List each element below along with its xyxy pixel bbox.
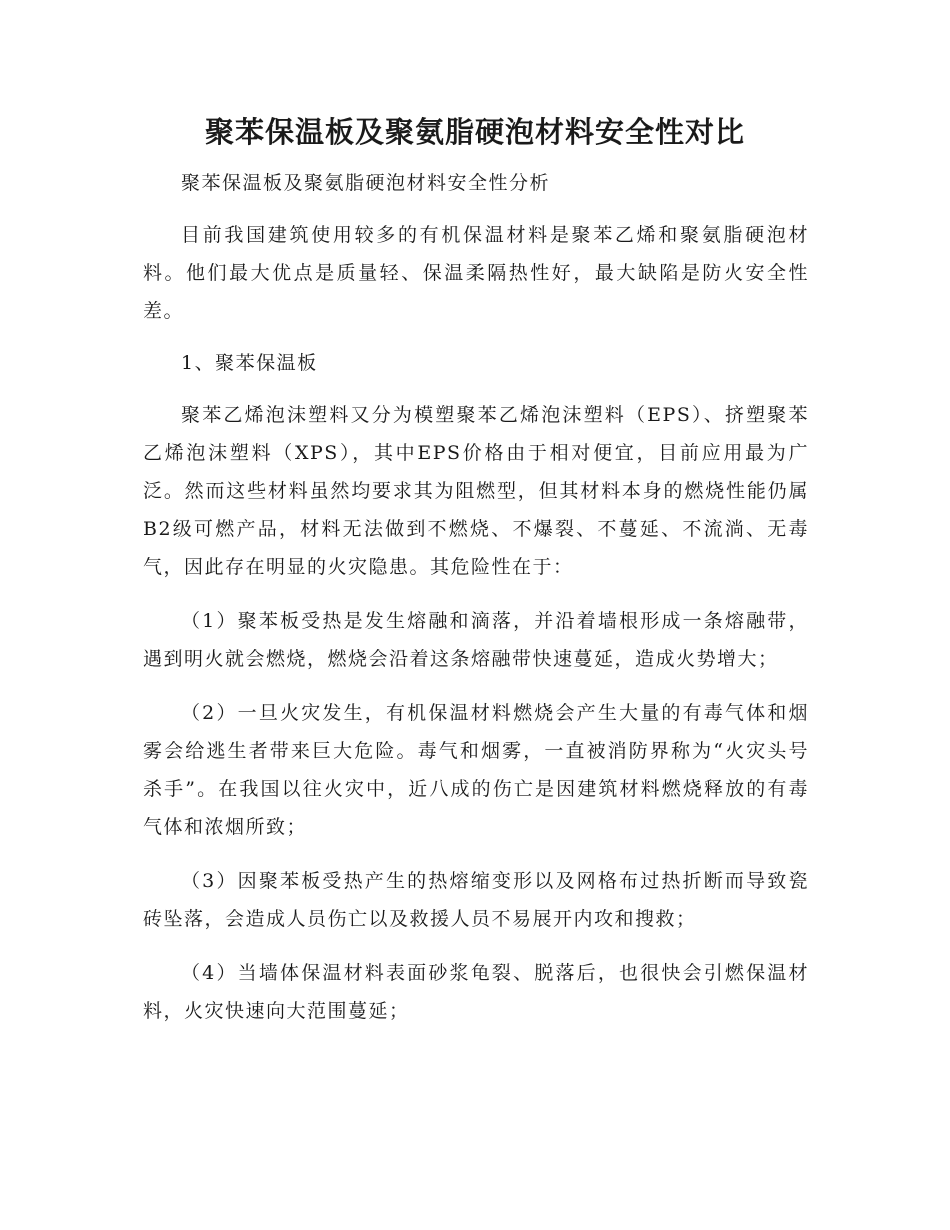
document-body [143, 164, 809, 1046]
hazard-item-3: （3）因聚苯板受热产生的热熔缩变形以及网格布过热折断而导致瓷砖坠落，会造成人员伤亡以及救援人员不易展开内攻和搜救； [143, 870, 809, 930]
hazard-item-4: （4）当墙体保温材料表面砂浆龟裂、脱落后，也很快会引燃保温材料，火灾快速向大范围蔓延； [143, 962, 809, 1022]
section-paragraph: 聚苯乙烯泡沫塑料又分为模塑聚苯乙烯泡沫塑料（EPS）、挤塑聚苯乙烯泡沫塑料（XPS），其中EPS价格由于相对便宜，目前应用最为广泛。然而这些材料虽然均要求其为阻燃型，但其材料本身的燃烧性能仍属B2级可燃产品，材料无法做到不燃烧、不爆裂、不蔓延、不流淌、无毒气，因此存在明显的火灾隐患。其危险性在于： [143, 404, 809, 578]
hazard-item-1: （1）聚苯板受热是发生熔融和滴落，并沿着墙根形成一条熔融带，遇到明火就会燃烧，燃烧会沿着这条熔融带快速蔓延，造成火势增大； [143, 610, 809, 670]
section-heading: 1、聚苯保温板 [181, 352, 318, 374]
intro-paragraph: 目前我国建筑使用较多的有机保温材料是聚苯乙烯和聚氨脂硬泡材料。他们最大优点是质量轻、保温柔隔热性好，最大缺陷是防火安全性差。 [143, 224, 809, 322]
document-title: 聚苯保温板及聚氨脂硬泡材料安全性对比 [204, 115, 745, 149]
document-subtitle: 聚苯保温板及聚氨脂硬泡材料安全性分析 [181, 172, 551, 194]
hazard-item-2: （2）一旦火灾发生，有机保温材料燃烧会产生大量的有毒气体和烟雾会给逃生者带来巨大危险。毒气和烟雾，一直被消防界称为“火灾头号杀手”。在我国以往火灾中，近八成的伤亡是因建筑材料燃烧释放的有毒气体和浓烟所致； [143, 702, 809, 838]
